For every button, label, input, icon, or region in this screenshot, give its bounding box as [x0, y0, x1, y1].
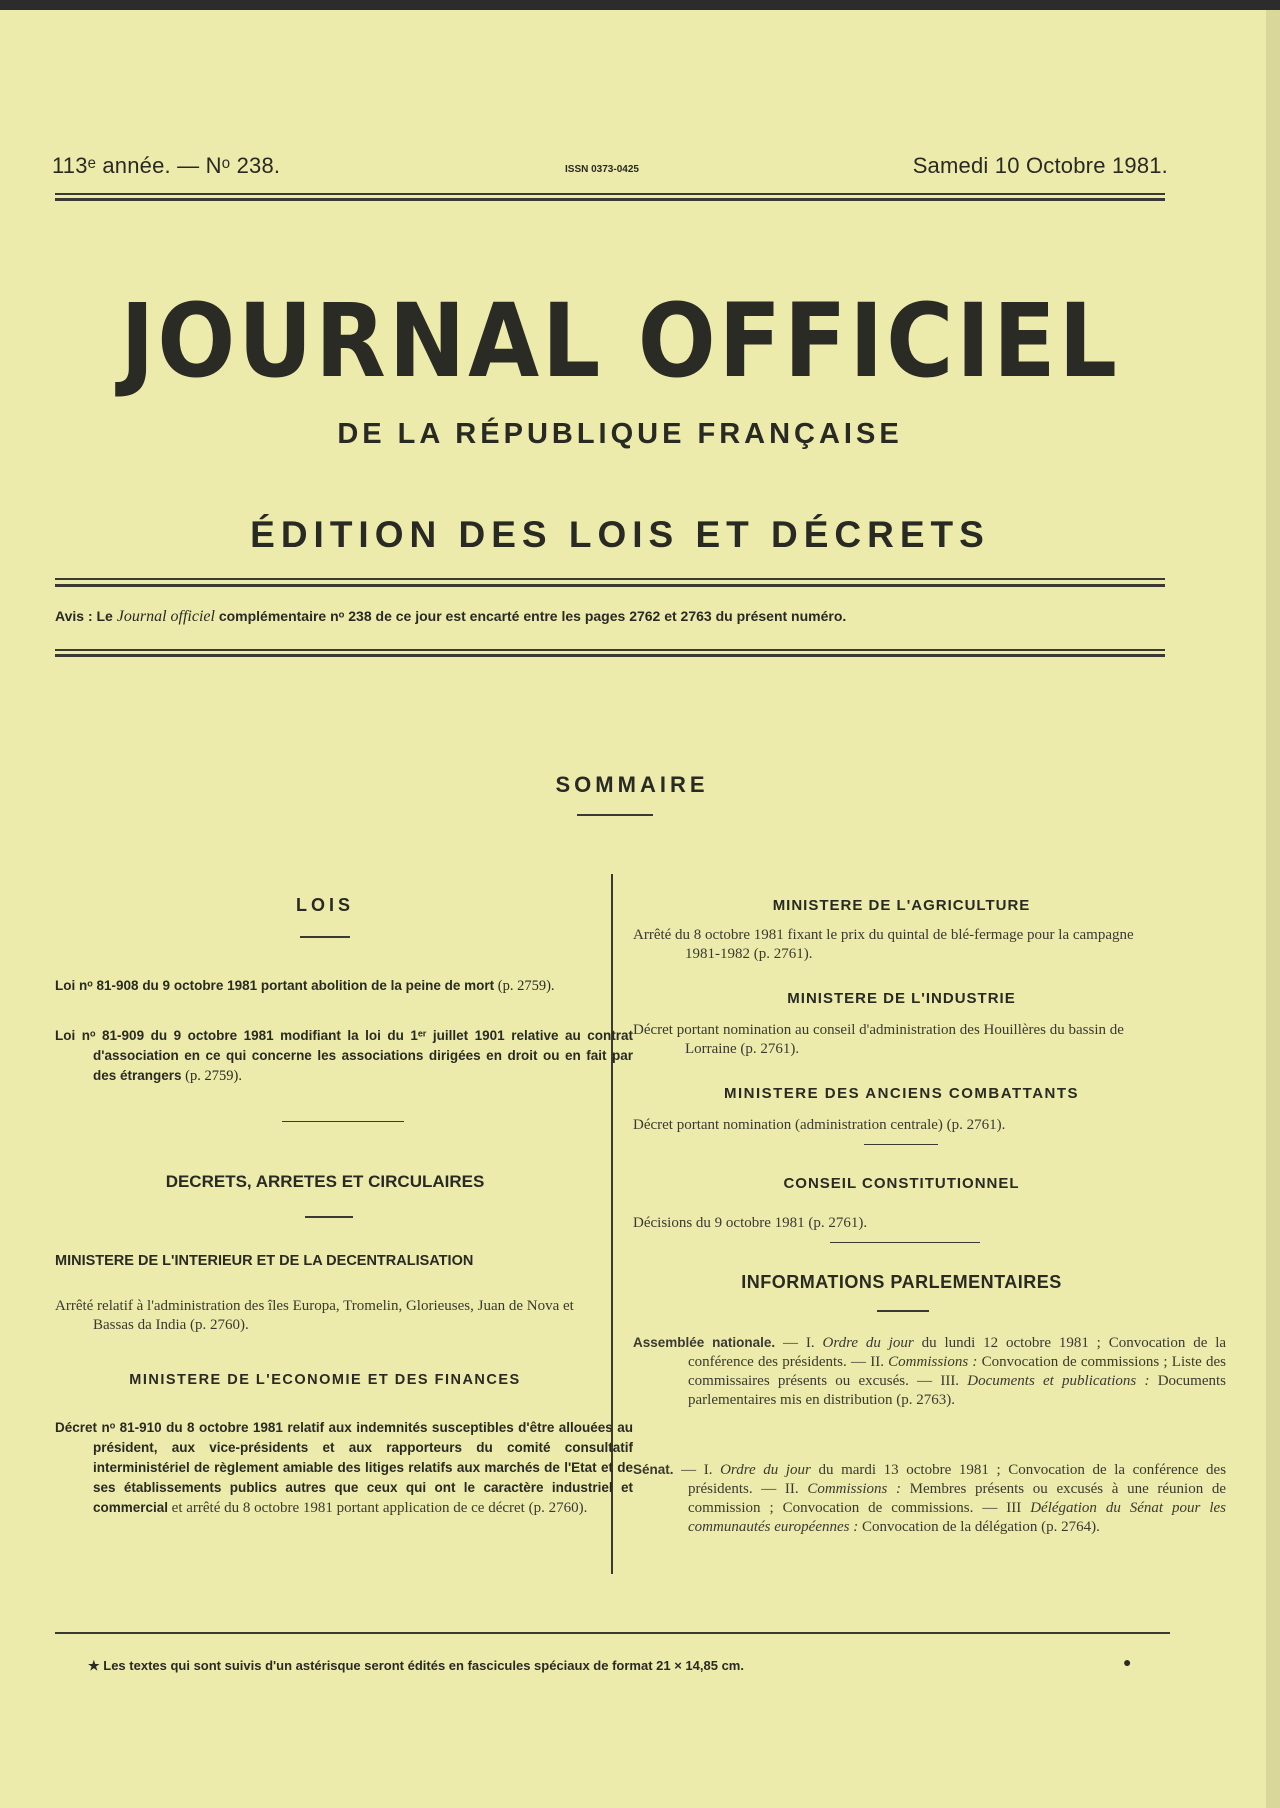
- text-italic: Commissions :: [807, 1481, 901, 1497]
- footer-note: [88, 1658, 1178, 1674]
- decret-title: Décret nᵒ 81-910 du 8 octobre 1981 relatif aux indemnités susceptibles d'être allouées au président, aux vice-présidents et aux rapporteurs du comité consultatif interministériel de règlement amiable des litiges relatifs aux marchés de l'Etat et de ses établissements publics autres que ceux qui ont le caractère industriel et commercial: [55, 1420, 633, 1515]
- page-edge: [1266, 10, 1280, 1808]
- avis-notice: [55, 608, 1165, 626]
- text-italic: Documents et publications :: [967, 1373, 1150, 1389]
- loi-page: (p. 2759).: [497, 978, 555, 994]
- interieur-heading: MINISTERE DE L'INTERIEUR ET DE LA DECENTRALISATION: [55, 1253, 474, 1269]
- rule: [55, 649, 1165, 651]
- text: Documents parlementaires mis en distribution (p. 2763).: [688, 1373, 1227, 1408]
- informations-heading: INFORMATIONS PARLEMENTAIRES: [741, 1272, 1062, 1292]
- avis-rest: complémentaire nᵒ 238 de ce jour est encarté entre les pages 2762 et 2763 du présent numéro.: [218, 608, 847, 624]
- senat-label: Sénat.: [633, 1462, 674, 1477]
- sommaire-heading: SOMMAIRE: [555, 772, 709, 797]
- senat-entry: [633, 1460, 1226, 1537]
- footer-bullet: ●: [1123, 1656, 1132, 1671]
- economie-heading: MINISTERE DE L'ECONOMIE ET DES FINANCES: [129, 1372, 521, 1388]
- text-italic: Ordre du jour: [822, 1335, 914, 1351]
- lois-section: [55, 895, 595, 938]
- loi-title: Loi nᵒ 81-908 du 9 octobre 1981 portant abolition de la peine de mort: [55, 978, 495, 993]
- separator: [864, 1144, 938, 1145]
- text: — I.: [681, 1462, 713, 1478]
- masthead-subtitle: DE LA RÉPUBLIQUE FRANÇAISE: [337, 418, 903, 450]
- decret-rest: et arrêté du 8 octobre 1981 portant application de ce décret (p. 2760).: [171, 1500, 588, 1516]
- conseil-entry: Décisions du 9 octobre 1981 (p. 2761).: [633, 1215, 868, 1231]
- agriculture-heading: MINISTERE DE L'AGRICULTURE: [772, 897, 1031, 914]
- header-rule-thick: [55, 198, 1165, 201]
- loi-entry: [55, 1026, 633, 1086]
- industrie-entry: Décret portant nomination au conseil d'administration des Houillères du bassin de Lorraine (p. 2761).: [633, 1022, 1124, 1057]
- text-italic: Délégation du Sénat pour les communautés européennes :: [688, 1500, 1226, 1535]
- issn: ISSN 0373-0425: [565, 164, 639, 175]
- industrie-heading: MINISTERE DE L'INDUSTRIE: [787, 990, 1016, 1007]
- conseil-heading: CONSEIL CONSTITUTIONNEL: [783, 1175, 1020, 1192]
- text: Convocation de la délégation (p. 2764).: [861, 1519, 1100, 1535]
- assemblee-entry: [633, 1333, 1226, 1410]
- sommaire-underline: [577, 814, 653, 816]
- informations-underline: [877, 1310, 929, 1312]
- decret-entry: [55, 1418, 633, 1518]
- avis-journal: Journal officiel: [116, 608, 215, 625]
- separator: [830, 1242, 980, 1243]
- lois-heading: LOIS: [295, 895, 354, 915]
- issue-date: Samedi 10 Octobre 1981.: [912, 153, 1168, 178]
- assemblee-label: Assemblée nationale.: [633, 1335, 776, 1350]
- interieur-entry: Arrêté relatif à l'administration des îles Europa, Tromelin, Glorieuses, Juan de Nova et Bassas da India (p. 2760).: [55, 1298, 574, 1333]
- masthead-title: JOURNAL OFFICIEL: [120, 282, 1120, 401]
- avis-prefix: Avis : Le: [55, 608, 113, 624]
- text-italic: Ordre du jour: [720, 1462, 811, 1478]
- anciens-combattants-heading: MINISTERE DES ANCIENS COMBATTANTS: [723, 1085, 1080, 1102]
- rule-thick: [55, 584, 1165, 587]
- issue-number: 113ᵉ année. — Nᵒ 238.: [52, 153, 281, 178]
- top-border: [0, 0, 1280, 10]
- rule: [55, 578, 1165, 580]
- rule-thick: [55, 654, 1165, 657]
- text: Convocation de commissions ; Liste des commissaires présents ou excusés. — III.: [688, 1354, 1227, 1389]
- loi-title: Loi nᵒ 81-909 du 9 octobre 1981 modifiant la loi du 1ᵉʳ juillet 1901 relative au contrat d'association en ce qui concerne les associations dirigées en droit ou en fait par des étrangers: [55, 1028, 633, 1083]
- header-rule: [55, 193, 1165, 195]
- anciens-combattants-entry: Décret portant nomination (administration centrale) (p. 2761).: [633, 1117, 1006, 1133]
- text: du mardi 13 octobre 1981 ; Convocation de la conférence des présidents. — II.: [688, 1462, 1227, 1497]
- decrets-heading: DECRETS, ARRETES ET CIRCULAIRES: [165, 1172, 485, 1191]
- separator: [282, 1121, 404, 1122]
- agriculture-entry: Arrêté du 8 octobre 1981 fixant le prix du quintal de blé-fermage pour la campagne 1981-1982 (p. 2761).: [633, 927, 1134, 962]
- edition-title: ÉDITION DES LOIS ET DÉCRETS: [250, 514, 990, 555]
- decrets-underline: [305, 1216, 353, 1218]
- text: Membres présents ou excusés à une réunion de commission ; Convocation de commissions. — III: [688, 1481, 1227, 1516]
- footer-rule: [55, 1632, 1170, 1634]
- loi-page: (p. 2759).: [185, 1068, 242, 1084]
- text: du lundi 12 octobre 1981 ; Convocation de la conférence des présidents. — II.: [688, 1335, 1227, 1370]
- loi-entry: [55, 976, 633, 996]
- footer-note-text: ★ Les textes qui sont suivis d'un astérisque seront édités en fascicules spéciaux de format 21 × 14,85 cm.: [88, 1658, 744, 1673]
- lois-underline: [300, 936, 350, 938]
- text: — I.: [783, 1335, 815, 1351]
- text-italic: Commissions :: [888, 1354, 978, 1370]
